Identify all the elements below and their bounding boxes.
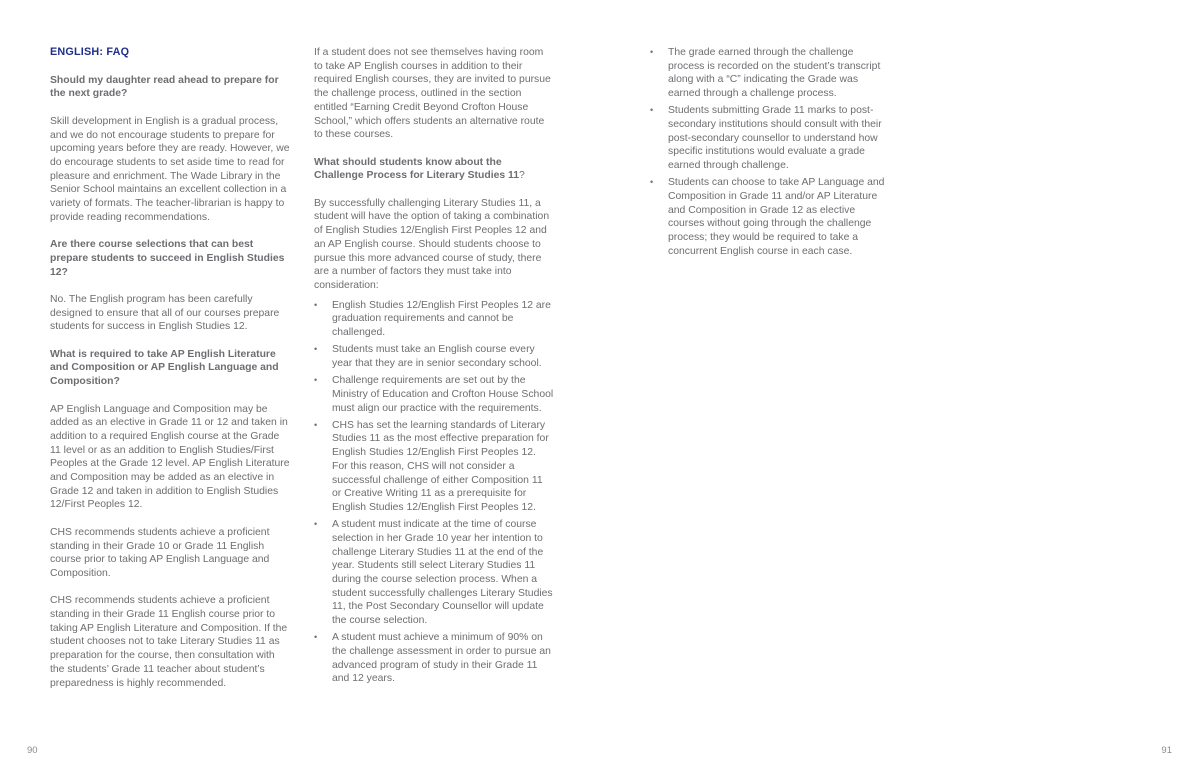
faq-question: Should my daughter read ahead to prepare for the next grade?: [50, 74, 279, 100]
faq-column-right: [650, 46, 890, 262]
bullet-list: [650, 46, 890, 259]
list-item: [314, 518, 554, 628]
list-item: [314, 374, 554, 415]
list-item-text: Challenge requirements are set out by the Ministry of Education and Crofton House School must align our practice with the requirements.: [332, 375, 554, 414]
faq-answer: Skill development in English is a gradual process, and we do not encourage students to prepare for upcoming years before they are ready. However, we do encourage students to set aside time to read for pleasure and enrichment. The Wade Library in the Senior School maintains an excellent collection in a variety of formats. The teacher-librarian is happy to provide reading recommendations.: [50, 115, 290, 223]
list-item-text: A student must achieve a minimum of 90% on the challenge assessment in order to pursue an advanced program of study in their Grade 11 and 12 years.: [332, 632, 551, 685]
bullet-glyph: •: [314, 419, 318, 430]
bullet-glyph: •: [314, 632, 318, 643]
page-number-right: 91: [1161, 745, 1172, 756]
list-item-text: The grade earned through the challenge process is recorded on the student’s transcript along with a “C” indicating the Grade was earned through a challenge process.: [668, 47, 881, 100]
bullet-glyph: •: [314, 299, 318, 310]
page-number-left: 90: [27, 745, 38, 756]
bullet-glyph: •: [314, 519, 318, 530]
faq-column-left: [50, 46, 290, 704]
faq-question: What is required to take AP English Literature and Composition or AP English Language and Composition?: [50, 348, 279, 388]
bullet-glyph: •: [314, 375, 318, 386]
section-heading: ENGLISH: FAQ: [50, 46, 130, 58]
bullet-list: [314, 299, 554, 686]
bullet-glyph: •: [650, 177, 654, 188]
list-item-text: Students must take an English course every year that they are in senior secondary school.: [332, 344, 542, 369]
faq-column-middle: [314, 46, 554, 690]
bullet-glyph: •: [650, 105, 654, 116]
list-item-text: Students submitting Grade 11 marks to post-secondary institutions should consult with their post-secondary counsellor to understand how specific institutions would evaluate a grade earned through challenge.: [668, 105, 882, 172]
list-item: [314, 299, 554, 340]
faq-question: [314, 156, 554, 183]
faq-question-text: What should students know about the Challenge Process for Literary Studies 11: [314, 156, 520, 182]
faq-answer: CHS recommends students achieve a proficient standing in their Grade 11 English course prior to taking AP English Literature and Composition. If the student chooses not to take Literary Studies 11 as preparation for the course, then consultation with the students’ Grade 11 teacher about student’s preparedness is highly recommended.: [50, 595, 288, 689]
list-item-text: Students can choose to take AP Language and Composition in Grade 11 and/or AP Literature and Composition in Grade 12 as elective courses without going through the challenge process; they would be required to take a concurrent English course in each case.: [668, 177, 885, 257]
faq-answer: If a student does not see themselves having room to take AP English courses in addition to their required English courses, they are invited to pursue the challenge process, outlined in the section entitled “Earning Credit Beyond Crofton House School,” which offers students an alternative route to these courses.: [314, 47, 551, 141]
list-item: [314, 419, 554, 515]
faq-answer: By successfully challenging Literary Studies 11, a student will have the option of taking a combination of English Studies 12/English First Peoples 12 and an AP English course. Should students choose to pursue this more advanced course of study, there are a number of factors they must take into consideration:: [314, 197, 550, 291]
faq-answer: No. The English program has been carefully designed to ensure that all of our courses prepare students for success in English Studies 12.: [50, 293, 280, 333]
bullet-glyph: •: [650, 47, 654, 57]
list-item: [650, 46, 890, 101]
list-item-text: A student must indicate at the time of course selection in her Grade 10 year her intention to challenge Literary Studies 11 at the end of the year. Students still select Literary Studies 11 during the course selection process. When a student successfully challenges Literary Studies 11, the Post Secondary Counsellor will update the course selection.: [332, 519, 553, 627]
list-item: [650, 176, 890, 258]
list-item: [314, 343, 554, 370]
faq-answer: AP English Language and Composition may be added as an elective in Grade 11 or 12 and taken in addition to a required English course at the Grade 11 level or as an addition to English Studies/First Peoples at the Grade 12 level. AP English Literature and Composition may be added as an elective in Grade 12 and taken in addition to English Studies 12/First Peoples 12.: [50, 403, 290, 511]
list-item-text: English Studies 12/English First Peoples 12 are graduation requirements and cannot be challenged.: [332, 299, 551, 339]
bullet-glyph: •: [314, 344, 318, 355]
list-item-text: CHS has set the learning standards of Literary Studies 11 as the most effective preparation for English Studies 12/English First Peoples 12. For this reason, CHS will not consider a successful challenge of either Composition 11 or Creative Writing 11 as a prerequisite for English Studies 12/English First Peoples 12.: [332, 419, 549, 513]
faq-question-mark: ?: [519, 170, 525, 182]
faq-question: Are there course selections that can best prepare students to succeed in English Studies 12?: [50, 239, 285, 278]
faq-answer: CHS recommends students achieve a proficient standing in their Grade 10 or Grade 11 English course prior to taking AP English Language and Composition.: [50, 526, 270, 579]
list-item: [650, 104, 890, 173]
list-item: [314, 631, 554, 686]
